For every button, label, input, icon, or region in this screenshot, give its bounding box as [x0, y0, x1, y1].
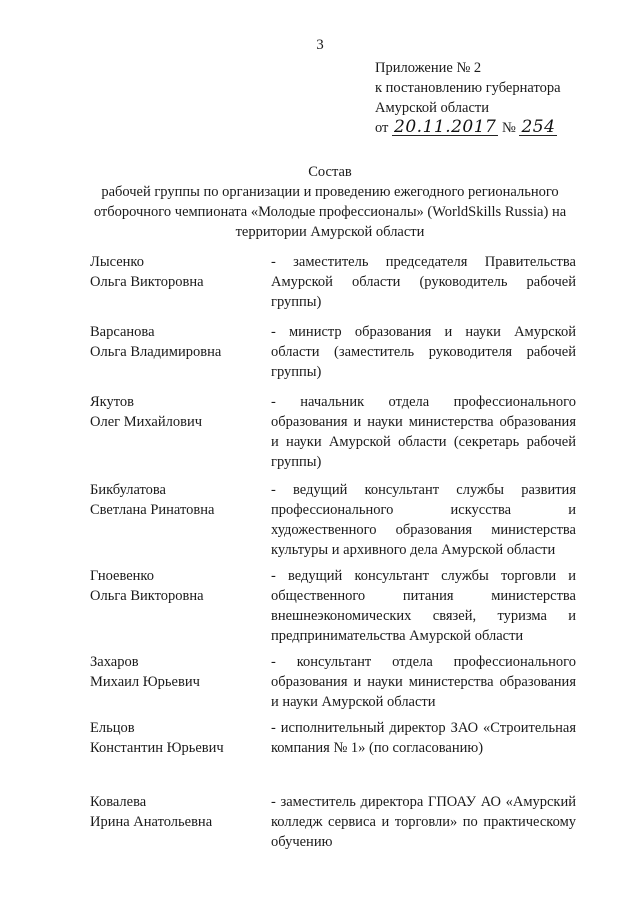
member-name — [90, 322, 260, 362]
member-given-names: Ольга Владимировна — [90, 344, 222, 360]
appendix-date-line — [375, 118, 625, 138]
member-surname: Лысенко — [90, 254, 144, 270]
document-heading — [70, 162, 590, 242]
member-role: - министр образования и науки Амурской области (заместитель руководителя рабочей группы) — [271, 324, 576, 380]
appendix-title: Приложение № 2 — [375, 60, 482, 76]
member-surname: Ельцов — [90, 720, 135, 736]
handwritten-date: 20.11.2017 — [394, 117, 497, 137]
member-given-names: Ирина Анатольевна — [90, 814, 213, 830]
member-role: - заместитель директора ГПОАУ АО «Амурский колледж сервиса и торговли» по практическому обучению — [271, 794, 576, 850]
member-given-names: Олег Михайлович — [90, 414, 203, 430]
member-surname: Якутов — [90, 394, 135, 410]
appendix-region: Амурской области — [375, 100, 489, 116]
member-surname: Гноевенко — [90, 568, 154, 584]
member-name — [90, 792, 260, 832]
number-sign: № — [502, 120, 516, 136]
heading-line: территории Амурской области — [235, 224, 425, 240]
appendix-block — [375, 58, 625, 138]
member-given-names: Ольга Викторовна — [90, 588, 204, 604]
member-surname: Варсанова — [90, 324, 155, 340]
member-surname: Ковалева — [90, 794, 147, 810]
member-name — [90, 652, 260, 692]
member-name — [90, 718, 260, 758]
member-surname: Захаров — [90, 654, 139, 670]
heading-title: Состав — [308, 164, 352, 180]
date-prefix: от — [375, 120, 389, 136]
member-given-names: Светлана Ринатовна — [90, 502, 215, 518]
member-role: - исполнительный директор ЗАО «Строительная компания № 1» (по согласованию) — [271, 720, 576, 756]
member-given-names: Михаил Юрьевич — [90, 674, 200, 690]
member-name — [90, 480, 260, 520]
member-name — [90, 566, 260, 606]
member-name — [90, 252, 260, 292]
heading-line: рабочей группы по организации и проведению ежегодного регионального — [101, 184, 559, 200]
member-role: - ведущий консультант службы развития профессионального искусства и художественного образования министерства культуры и архивного дела Амурской области — [271, 482, 576, 558]
member-given-names: Константин Юрьевич — [90, 740, 224, 756]
member-role: - начальник отдела профессионального образования и науки министерства образования и науки Амурской области (секретарь рабочей группы) — [271, 394, 576, 470]
member-role: - консультант отдела профессионального образования и науки министерства образования и науки Амурской области — [271, 654, 576, 710]
appendix-resolution: к постановлению губернатора — [375, 80, 561, 96]
member-name — [90, 392, 260, 432]
member-role: - ведущий консультант службы торговли и общественного питания министерства внешнеэкономических связей, туризма и предпринимательства Амурской области — [271, 568, 576, 644]
page-number: 3 — [316, 37, 324, 53]
heading-line: отборочного чемпионата «Молодые профессионалы» (WorldSkills Russia) на — [93, 204, 567, 220]
member-surname: Бикбулатова — [90, 482, 166, 498]
member-given-names: Ольга Викторовна — [90, 274, 204, 290]
member-role: - заместитель председателя Правительства Амурской области (руководитель рабочей группы) — [271, 254, 576, 310]
handwritten-number: 254 — [521, 117, 556, 137]
